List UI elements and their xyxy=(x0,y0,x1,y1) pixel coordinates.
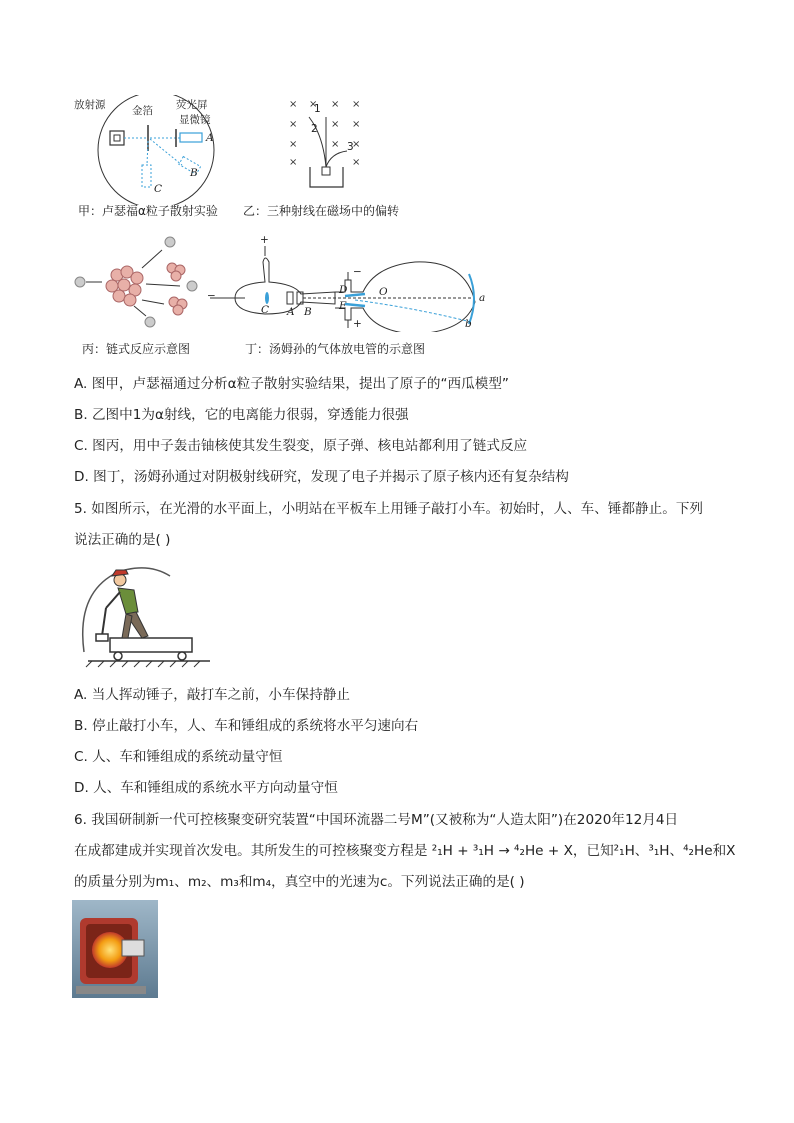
svg-text:×: × xyxy=(352,139,361,150)
svg-text:×: × xyxy=(289,139,298,150)
q4-option-b: B. 乙图中1为α射线，它的电离能力很弱，穿透能力很强 xyxy=(74,407,409,423)
q4-option-c: C. 图丙，用中子轰击铀核使其发生裂变，原子弹、核电站都利用了链式反应 xyxy=(74,438,528,454)
ding-minus-plate: − xyxy=(353,266,362,278)
svg-text:×: × xyxy=(352,99,361,110)
caption-yi: 乙：三种射线在磁场中的偏转 xyxy=(243,204,400,218)
q5-stem-line2: 说法正确的是( ) xyxy=(74,532,171,548)
q5-option-d: D. 人、车和锤组成的系统水平方向动量守恒 xyxy=(74,780,338,796)
label-microscope: 显微镜 xyxy=(179,114,211,126)
q5-option-a: A. 当人挥动锤子，敲打车之前，小车保持静止 xyxy=(74,687,350,703)
ray-label-1: 1 xyxy=(314,103,321,115)
figure-yi xyxy=(285,95,375,195)
person-hammering-cart-illustration xyxy=(78,562,218,672)
svg-text:×: × xyxy=(331,139,340,150)
svg-text:×: × xyxy=(331,99,340,110)
ding-label-O: O xyxy=(379,286,388,298)
ding-label-a: a xyxy=(479,292,486,304)
thomson-discharge-tube-diagram xyxy=(205,232,495,332)
ding-label-b: b xyxy=(465,318,472,330)
svg-text:×: × xyxy=(352,119,361,130)
label-C: C xyxy=(154,183,163,195)
chain-reaction-diagram xyxy=(72,230,202,330)
ding-label-A: A xyxy=(287,306,295,318)
q6-stem-line1: 6. 我国研制新一代可控核聚变研究装置“中国环流器二号M”(又被称为“人造太阳”)在2020年12月4日 xyxy=(74,812,679,828)
ray-label-3: 3 xyxy=(347,141,354,153)
ding-label-E: E xyxy=(339,300,347,312)
ding-label-C: C xyxy=(261,304,270,316)
label-foil: 金箔 xyxy=(132,105,153,117)
figure-hammer-cart xyxy=(78,562,218,672)
q6-stem-line3: 的质量分别为m₁、m₂、m₃和m₄，真空中的光速为c。下列说法正确的是( ) xyxy=(74,874,525,890)
label-source: 放射源 xyxy=(74,99,106,111)
caption-ding: 丁：汤姆孙的气体放电管的示意图 xyxy=(245,342,426,356)
ding-label-D: D xyxy=(339,284,348,296)
tokamak-device-image xyxy=(72,900,158,998)
q5-option-c: C. 人、车和锤组成的系统动量守恒 xyxy=(74,749,283,765)
ding-plus-top: + xyxy=(260,234,269,246)
caption-bing: 丙：链式反应示意图 xyxy=(82,342,191,356)
svg-text:×: × xyxy=(289,99,298,110)
label-B: B xyxy=(190,167,198,179)
svg-text:×: × xyxy=(309,99,318,110)
magnetic-deflection-diagram xyxy=(285,95,375,195)
figure-bing xyxy=(72,230,202,330)
q4-option-a: A. 图甲，卢瑟福通过分析α粒子散射实验结果，提出了原子的“西瓜模型” xyxy=(74,376,509,392)
q5-stem-line1: 5. 如图所示，在光滑的水平面上，小明站在平板车上用锤子敲打小车。初始时，人、车、锤都静止。下列 xyxy=(74,501,704,517)
svg-text:×: × xyxy=(289,119,298,130)
ding-plus-plate: + xyxy=(353,318,362,330)
caption-jia: 甲：卢瑟福α粒子散射实验 xyxy=(78,204,218,218)
svg-text:×: × xyxy=(331,119,340,130)
q4-option-d: D. 图丁，汤姆孙通过对阴极射线研究，发现了电子并揭示了原子核内还有复杂结构 xyxy=(74,469,569,485)
ding-label-B: B xyxy=(304,306,312,318)
q5-option-b: B. 停止敲打小车，人、车和锤组成的系统将水平匀速向右 xyxy=(74,718,419,734)
label-screen: 荧光屏 xyxy=(176,99,208,111)
svg-text:×: × xyxy=(289,157,298,168)
q6-stem-line2: 在成都建成并实现首次发电。其所发生的可控核聚变方程是 ²₁H + ³₁H → ⁴₂He + X，已知²₁H、³₁H、⁴₂He和X xyxy=(74,843,736,859)
label-A: A xyxy=(206,132,214,144)
ray-label-2: 2 xyxy=(311,123,318,135)
figure-ding xyxy=(205,232,495,332)
svg-text:×: × xyxy=(352,157,361,168)
ding-minus-side: − xyxy=(207,290,216,302)
figure-tokamak-photo xyxy=(72,900,158,998)
